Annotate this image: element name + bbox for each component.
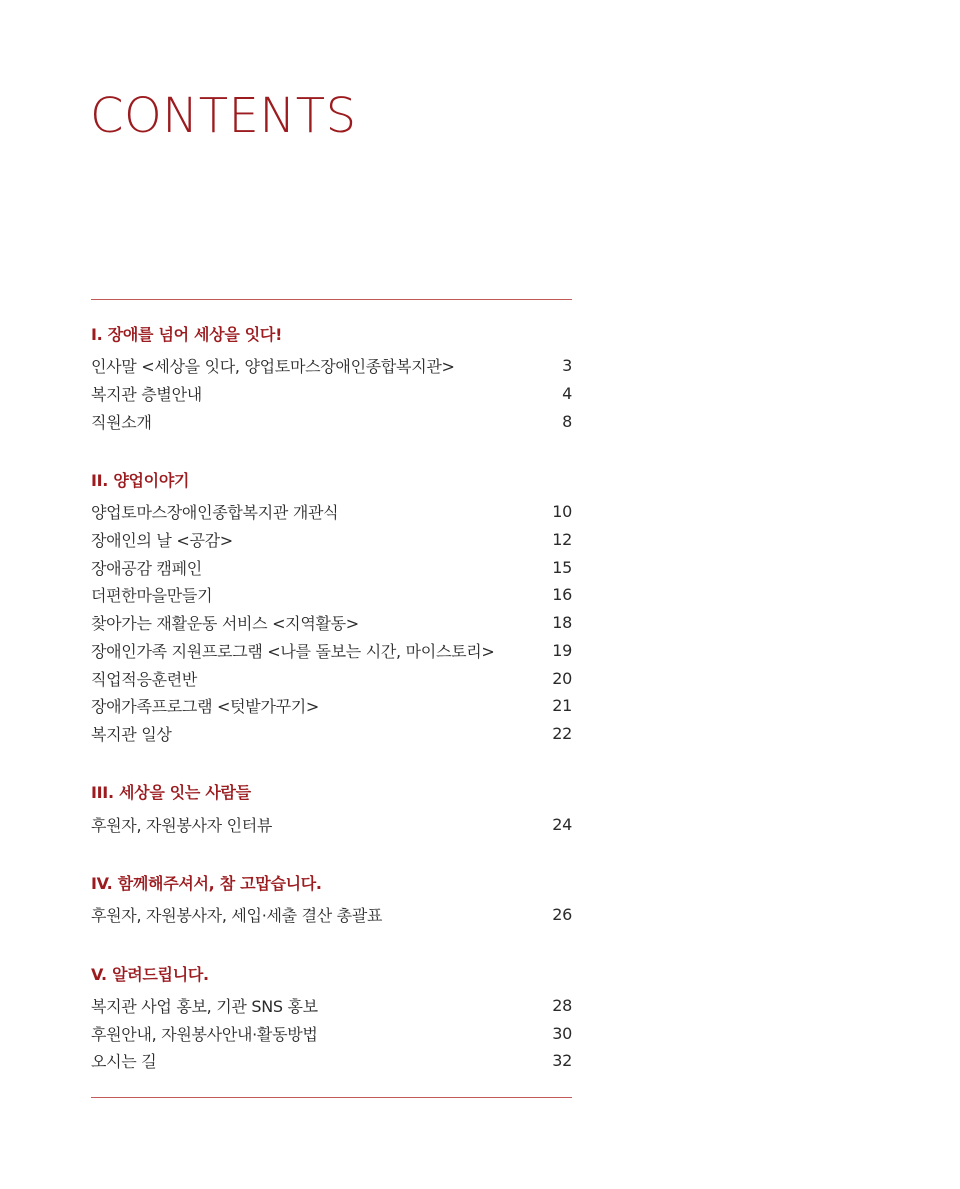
entry-page-number: 3 [562, 356, 572, 376]
toc-entry[interactable] [91, 380, 572, 408]
page-title: CONTENTS [90, 88, 357, 144]
entry-list [91, 992, 572, 1075]
toc-section [91, 467, 572, 779]
entry-label: 양업토마스장애인종합복지관 개관식 [91, 503, 339, 523]
spacer [91, 838, 572, 870]
toc-entry[interactable] [91, 664, 572, 692]
entry-page-number: 18 [552, 613, 572, 633]
toc-entry[interactable] [91, 992, 572, 1020]
entry-label: 장애인의 날 <공감> [91, 531, 233, 551]
toc-entry[interactable] [91, 901, 572, 929]
toc-section [91, 779, 572, 870]
entry-page-number: 24 [552, 814, 572, 834]
entry-page-number: 20 [552, 668, 572, 688]
entry-label: 장애공감 캠페인 [91, 558, 202, 578]
entry-label: 장애인가족 지원프로그램 <나를 돌보는 시간, 마이스토리> [91, 641, 495, 661]
entry-page-number: 8 [562, 411, 572, 431]
entry-list [91, 810, 572, 838]
entry-page-number: 26 [552, 905, 572, 925]
toc-entry[interactable] [91, 498, 572, 526]
toc-entry[interactable] [91, 1047, 572, 1075]
entry-page-number: 22 [552, 723, 572, 743]
entry-page-number: 12 [552, 530, 572, 550]
toc-entry[interactable] [91, 810, 572, 838]
entry-list [91, 901, 572, 929]
toc-section [91, 961, 572, 1075]
spacer [91, 747, 572, 779]
toc-entry[interactable] [91, 720, 572, 748]
entry-page-number: 15 [552, 557, 572, 577]
toc-entry[interactable] [91, 352, 572, 380]
entry-label: 찾아가는 재활운동 서비스 <지역활동> [91, 614, 359, 634]
section-heading: I. 장애를 넘어 세상을 잇다! [91, 325, 283, 344]
entry-label: 더편한마을만들기 [91, 586, 213, 606]
entry-page-number: 32 [552, 1051, 572, 1071]
entry-label: 복지관 사업 홍보, 기관 SNS 홍보 [91, 996, 318, 1016]
entry-label: 인사말 <세상을 잇다, 양업토마스장애인종합복지관> [91, 357, 455, 377]
spacer [91, 435, 572, 467]
entry-page-number: 28 [552, 995, 572, 1015]
table-of-contents [91, 321, 572, 1075]
entry-label: 후원안내, 자원봉사안내·활동방법 [91, 1024, 318, 1044]
entry-page-number: 10 [552, 502, 572, 522]
section-heading: IV. 함께해주셔서, 참 고맙습니다. [91, 873, 322, 893]
toc-entry[interactable] [91, 407, 572, 435]
toc-entry[interactable] [91, 692, 572, 720]
toc-entry[interactable] [91, 1019, 572, 1047]
entry-label: 복지관 층별안내 [91, 385, 202, 405]
entry-list [91, 352, 572, 435]
toc-section [91, 321, 572, 467]
section-heading: III. 세상을 잇는 사람들 [91, 783, 251, 803]
top-divider [91, 299, 572, 300]
entry-label: 후원자, 자원봉사자, 세입·세출 결산 총괄표 [91, 906, 383, 926]
entry-page-number: 30 [552, 1023, 572, 1043]
toc-entry[interactable] [91, 526, 572, 554]
toc-entry[interactable] [91, 553, 572, 581]
spacer [91, 929, 572, 961]
section-heading: II. 양업이야기 [91, 471, 190, 491]
entry-label: 직업적응훈련반 [91, 669, 198, 689]
section-heading: V. 알려드립니다. [91, 964, 209, 984]
entry-list [91, 498, 572, 747]
entry-page-number: 16 [552, 585, 572, 605]
entry-page-number: 4 [562, 384, 572, 404]
entry-label: 오시는 길 [91, 1052, 157, 1072]
toc-section [91, 870, 572, 961]
toc-entry[interactable] [91, 609, 572, 637]
toc-entry[interactable] [91, 581, 572, 609]
entry-page-number: 19 [552, 640, 572, 660]
entry-label: 장애가족프로그램 <텃밭가꾸기> [91, 697, 320, 717]
entry-label: 직원소개 [91, 412, 152, 432]
toc-entry[interactable] [91, 637, 572, 665]
entry-label: 후원자, 자원봉사자 인터뷰 [91, 815, 273, 835]
entry-page-number: 21 [552, 696, 572, 716]
bottom-divider [91, 1097, 572, 1098]
entry-label: 복지관 일상 [91, 724, 172, 744]
